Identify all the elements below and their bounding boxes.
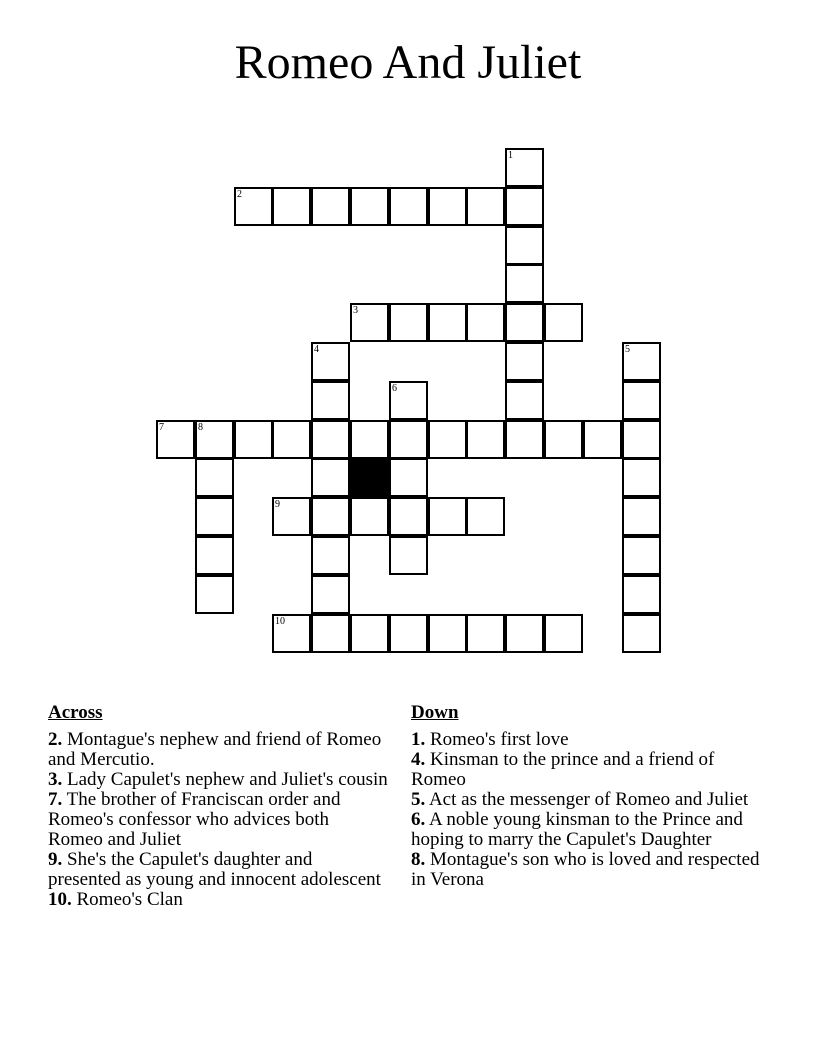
clue-number: 8.	[411, 849, 426, 870]
clue-text: Act as the messenger of Romeo and Juliet	[425, 789, 749, 810]
grid-cell[interactable]	[428, 187, 467, 226]
grid-cell[interactable]	[622, 420, 661, 459]
grid-cell[interactable]	[428, 303, 467, 342]
grid-cell[interactable]	[622, 614, 661, 653]
clue-number: 1.	[411, 729, 426, 750]
grid-cell[interactable]	[234, 187, 273, 226]
across-clues	[48, 702, 388, 910]
down-clue	[411, 810, 771, 850]
grid-cell[interactable]	[505, 342, 544, 381]
grid-cell[interactable]	[389, 420, 428, 459]
clue-text: The brother of Franciscan order and Romeo's confessor who advices both Romeo and Juliet	[48, 789, 341, 850]
grid-cell[interactable]	[272, 187, 311, 226]
grid-cell[interactable]	[350, 497, 389, 536]
grid-cell[interactable]	[428, 614, 467, 653]
grid-cell[interactable]	[389, 614, 428, 653]
clue-number: 9.	[48, 849, 63, 870]
grid-cell[interactable]	[195, 497, 234, 536]
clue-number: 6	[392, 383, 397, 394]
clue-number: 2.	[48, 729, 63, 750]
grid-cell[interactable]	[622, 458, 661, 497]
clue-number: 7	[159, 422, 164, 433]
grid-cell[interactable]	[505, 614, 544, 653]
grid-cell[interactable]	[505, 187, 544, 226]
clue-number: 6.	[411, 809, 426, 830]
clue-text: Romeo's Clan	[71, 889, 183, 910]
down-heading: Down	[411, 702, 459, 723]
grid-cell[interactable]	[311, 614, 350, 653]
grid-cell[interactable]	[505, 420, 544, 459]
clue-number: 8	[198, 422, 203, 433]
down-clue	[411, 750, 771, 790]
grid-cell[interactable]	[389, 381, 428, 420]
black-square	[350, 458, 389, 497]
grid-cell[interactable]	[311, 187, 350, 226]
grid-cell[interactable]	[311, 575, 350, 614]
grid-cell[interactable]	[428, 420, 467, 459]
clue-number: 9	[275, 499, 280, 510]
grid-cell[interactable]	[622, 575, 661, 614]
page-title: Romeo And Juliet	[234, 36, 582, 89]
grid-cell[interactable]	[544, 614, 583, 653]
grid-cell[interactable]	[544, 420, 583, 459]
grid-cell[interactable]	[350, 614, 389, 653]
clue-number: 1	[508, 150, 513, 161]
clue-text: Lady Capulet's nephew and Juliet's cousin	[62, 769, 388, 790]
grid-cell[interactable]	[466, 614, 505, 653]
across-clue	[48, 850, 388, 890]
grid-cell[interactable]	[583, 420, 622, 459]
across-clue	[48, 770, 388, 790]
grid-cell[interactable]	[350, 187, 389, 226]
grid-cell[interactable]	[156, 420, 195, 459]
grid-cell[interactable]	[389, 458, 428, 497]
grid-cell[interactable]	[195, 458, 234, 497]
grid-cell[interactable]	[311, 342, 350, 381]
across-clue-list	[48, 730, 388, 910]
grid-cell[interactable]	[505, 303, 544, 342]
grid-cell[interactable]	[389, 187, 428, 226]
down-clue	[411, 790, 771, 810]
down-clue	[411, 730, 771, 750]
clue-text: Kinsman to the prince and a friend of Romeo	[411, 749, 715, 790]
grid-cell[interactable]	[622, 342, 661, 381]
clue-number: 4	[314, 344, 319, 355]
grid-cell[interactable]	[428, 497, 467, 536]
clue-text: Romeo's first love	[425, 729, 569, 750]
down-clue	[411, 850, 771, 890]
grid-cell[interactable]	[195, 575, 234, 614]
grid-cell[interactable]	[505, 264, 544, 303]
across-clue	[48, 730, 388, 770]
down-clues	[411, 702, 771, 890]
grid-cell[interactable]	[311, 497, 350, 536]
grid-cell[interactable]	[466, 420, 505, 459]
clue-text: Montague's nephew and friend of Romeo and Mercutio.	[48, 729, 382, 770]
clue-number: 10.	[48, 889, 72, 910]
clue-number: 2	[237, 189, 242, 200]
grid-cell[interactable]	[544, 303, 583, 342]
grid-cell[interactable]	[311, 458, 350, 497]
clue-number: 7.	[48, 789, 63, 810]
grid-cell[interactable]	[505, 226, 544, 265]
grid-cell[interactable]	[311, 420, 350, 459]
grid-cell[interactable]	[272, 614, 311, 653]
grid-cell[interactable]	[505, 381, 544, 420]
grid-cell[interactable]	[466, 187, 505, 226]
clue-number: 5	[625, 344, 630, 355]
grid-cell[interactable]	[622, 536, 661, 575]
grid-cell[interactable]	[234, 420, 273, 459]
grid-cell[interactable]	[389, 497, 428, 536]
grid-cell[interactable]	[272, 497, 311, 536]
grid-cell[interactable]	[272, 420, 311, 459]
grid-cell[interactable]	[195, 536, 234, 575]
grid-cell[interactable]	[350, 303, 389, 342]
across-heading: Across	[48, 702, 103, 723]
grid-cell[interactable]	[311, 536, 350, 575]
grid-cell[interactable]	[195, 420, 234, 459]
across-clue	[48, 890, 388, 910]
grid-cell[interactable]	[622, 497, 661, 536]
clue-text: She's the Capulet's daughter and presented as young and innocent adolescent	[48, 849, 381, 890]
grid-cell[interactable]	[311, 381, 350, 420]
clue-number: 3	[353, 305, 358, 316]
grid-cell[interactable]	[466, 497, 505, 536]
grid-cell[interactable]	[466, 303, 505, 342]
clue-number: 4.	[411, 749, 426, 770]
clue-number: 5.	[411, 789, 426, 810]
clue-number: 3.	[48, 769, 63, 790]
grid-cell[interactable]	[389, 536, 428, 575]
grid-cell[interactable]	[505, 148, 544, 187]
clue-text: Montague's son who is loved and respected in Verona	[411, 849, 760, 890]
grid-cell[interactable]	[622, 381, 661, 420]
clue-number: 10	[275, 616, 285, 627]
grid-cell[interactable]	[389, 303, 428, 342]
grid-cell[interactable]	[350, 420, 389, 459]
clue-text: A noble young kinsman to the Prince and hoping to marry the Capulet's Daughter	[411, 809, 743, 850]
across-clue	[48, 790, 388, 850]
down-clue-list	[411, 730, 771, 890]
